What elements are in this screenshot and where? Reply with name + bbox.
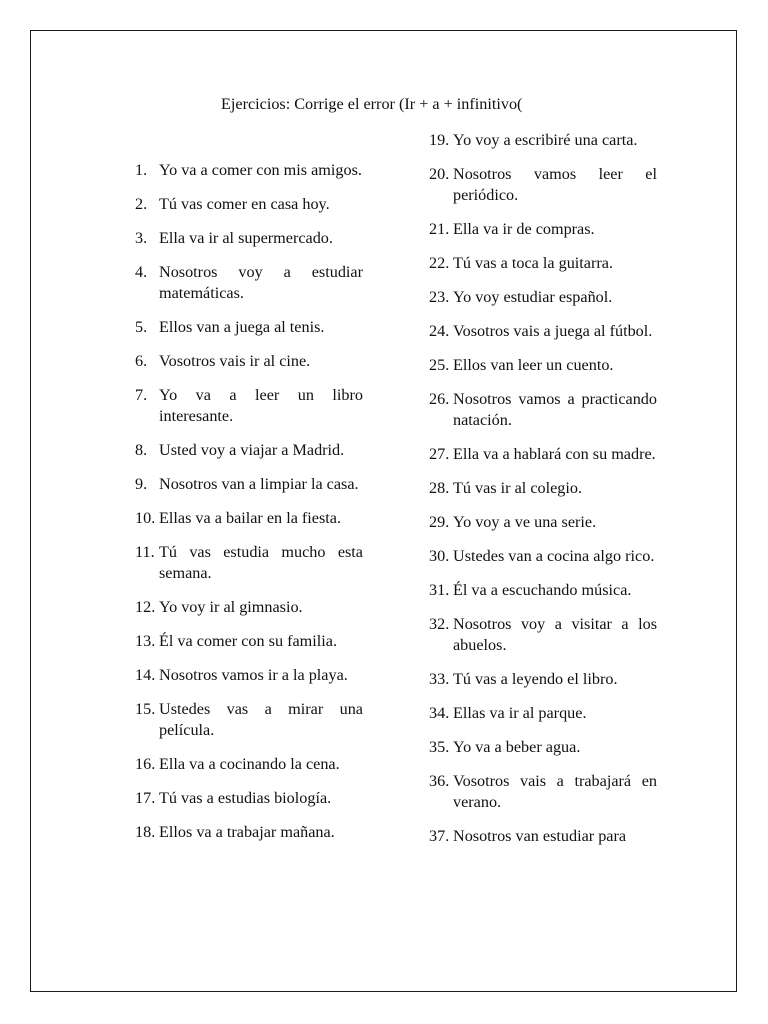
exercise-text: Ella va ir al supermercado. (159, 229, 333, 247)
exercise-list-left (135, 160, 363, 856)
exercise-number: 17. (135, 789, 156, 807)
exercise-text: Ellas va ir al parque. (453, 704, 587, 722)
exercise-number: 18. (135, 823, 156, 841)
exercise-item (429, 546, 657, 567)
exercise-item (135, 228, 363, 249)
exercise-item (135, 788, 363, 809)
exercise-text: Nosotros van a limpiar la casa. (159, 475, 359, 493)
exercise-number: 5. (135, 318, 148, 336)
exercise-item (429, 287, 657, 308)
exercise-item (429, 164, 657, 206)
exercise-text: Yo voy estudiar español. (453, 288, 613, 306)
page-frame (30, 30, 737, 992)
exercise-number: 31. (429, 581, 450, 599)
exercise-item (135, 754, 363, 775)
exercise-text: Usted voy a viajar a Madrid. (159, 441, 345, 459)
exercise-list-right (429, 130, 657, 950)
exercise-number: 19. (429, 131, 450, 149)
exercise-item (429, 826, 657, 847)
exercise-item (429, 512, 657, 533)
exercise-number: 29. (429, 513, 450, 531)
exercise-number: 20. (429, 165, 450, 183)
exercise-number: 12. (135, 598, 156, 616)
exercise-text: Vosotros vais a trabajará en verano. (453, 772, 657, 811)
exercise-text: Nosotros vamos leer el periódico. (453, 165, 657, 204)
exercise-text: Yo va a beber agua. (453, 738, 581, 756)
exercise-text: Nosotros voy a visitar a los abuelos. (453, 615, 657, 654)
exercise-number: 14. (135, 666, 156, 684)
exercise-item (429, 614, 657, 656)
exercise-text: Ella va a hablará con su madre. (453, 445, 656, 463)
exercise-item (429, 219, 657, 240)
exercise-number: 35. (429, 738, 450, 756)
exercise-number: 13. (135, 632, 156, 650)
exercise-number: 27. (429, 445, 450, 463)
exercise-number: 34. (429, 704, 450, 722)
exercise-item (429, 737, 657, 758)
exercise-text: Vosotros vais ir al cine. (159, 352, 311, 370)
exercise-text: Tú vas ir al colegio. (453, 479, 583, 497)
exercise-item (429, 444, 657, 465)
exercise-number: 36. (429, 772, 450, 790)
exercise-number: 33. (429, 670, 450, 688)
exercise-number: 16. (135, 755, 156, 773)
exercise-item (429, 130, 657, 151)
exercise-item (135, 385, 363, 427)
exercise-item (429, 771, 657, 813)
exercise-text: Tú vas a toca la guitarra. (453, 254, 614, 272)
exercise-item (135, 631, 363, 652)
exercise-item (135, 160, 363, 181)
exercise-item (429, 478, 657, 499)
exercise-text: Nosotros vamos ir a la playa. (159, 666, 348, 684)
exercise-number: 26. (429, 390, 450, 408)
exercise-text: Yo voy ir al gimnasio. (159, 598, 303, 616)
exercise-item (429, 321, 657, 342)
exercise-number: 21. (429, 220, 450, 238)
exercise-item (135, 194, 363, 215)
exercise-number: 10. (135, 509, 156, 527)
exercise-number: 4. (135, 263, 148, 281)
exercise-number: 24. (429, 322, 450, 340)
exercise-number: 11. (135, 543, 155, 561)
exercise-item (135, 262, 363, 304)
exercise-text: Nosotros vamos a practicando natación. (453, 390, 657, 429)
exercise-item (429, 253, 657, 274)
exercise-number: 32. (429, 615, 450, 633)
exercise-text: Ustedes vas a mirar una película. (159, 700, 363, 739)
exercise-number: 2. (135, 195, 148, 213)
exercise-item (135, 440, 363, 461)
exercise-text: Tú vas a estudias biología. (159, 789, 332, 807)
exercise-text: Ellos van a juega al tenis. (159, 318, 325, 336)
exercise-text: Ellos van leer un cuento. (453, 356, 614, 374)
exercise-item (135, 508, 363, 529)
exercise-item (429, 669, 657, 690)
exercise-text: Él va comer con su familia. (159, 632, 337, 650)
exercise-number: 1. (135, 161, 148, 179)
exercise-item (429, 703, 657, 724)
exercise-number: 23. (429, 288, 450, 306)
exercise-text: Vosotros vais a juega al fútbol. (453, 322, 653, 340)
exercise-number: 30. (429, 547, 450, 565)
exercise-number: 37. (429, 827, 450, 845)
exercise-number: 8. (135, 441, 148, 459)
exercise-item (135, 351, 363, 372)
exercise-item (429, 580, 657, 601)
exercise-text: Nosotros voy a estudiar matemáticas. (159, 263, 363, 302)
exercise-text: Él va a escuchando música. (453, 581, 632, 599)
exercise-text: Tú vas estudia mucho esta semana. (159, 543, 363, 582)
exercise-text: Ellos va a trabajar mañana. (159, 823, 335, 841)
exercise-text: Ella va a cocinando la cena. (159, 755, 340, 773)
exercise-item (429, 355, 657, 376)
exercise-text: Ella va ir de compras. (453, 220, 595, 238)
exercise-text: Ellas va a bailar en la fiesta. (159, 509, 342, 527)
exercise-text: Tú vas a leyendo el libro. (453, 670, 618, 688)
exercise-title: Ejercicios: Corrige el error (Ir + a + infinitivo( (221, 95, 523, 113)
exercise-text: Yo voy a escribiré una carta. (453, 131, 638, 149)
exercise-number: 9. (135, 475, 148, 493)
exercise-item (429, 389, 657, 431)
exercise-item (135, 542, 363, 584)
exercise-text: Yo voy a ve una serie. (453, 513, 597, 531)
exercise-text: Ustedes van a cocina algo rico. (453, 547, 655, 565)
exercise-text: Tú vas comer en casa hoy. (159, 195, 330, 213)
exercise-text: Yo va a leer un libro interesante. (159, 386, 363, 425)
exercise-number: 22. (429, 254, 450, 272)
exercise-number: 25. (429, 356, 450, 374)
exercise-number: 6. (135, 352, 148, 370)
exercise-item (135, 597, 363, 618)
exercise-item (135, 665, 363, 686)
exercise-text: Yo va a comer con mis amigos. (159, 161, 362, 179)
exercise-item (135, 317, 363, 338)
exercise-number: 7. (135, 386, 148, 404)
exercise-number: 3. (135, 229, 148, 247)
exercise-item (135, 699, 363, 741)
exercise-number: 28. (429, 479, 450, 497)
exercise-item (135, 474, 363, 495)
exercise-item (135, 822, 363, 843)
exercise-number: 15. (135, 700, 156, 718)
exercise-text: Nosotros van estudiar para (453, 827, 627, 845)
